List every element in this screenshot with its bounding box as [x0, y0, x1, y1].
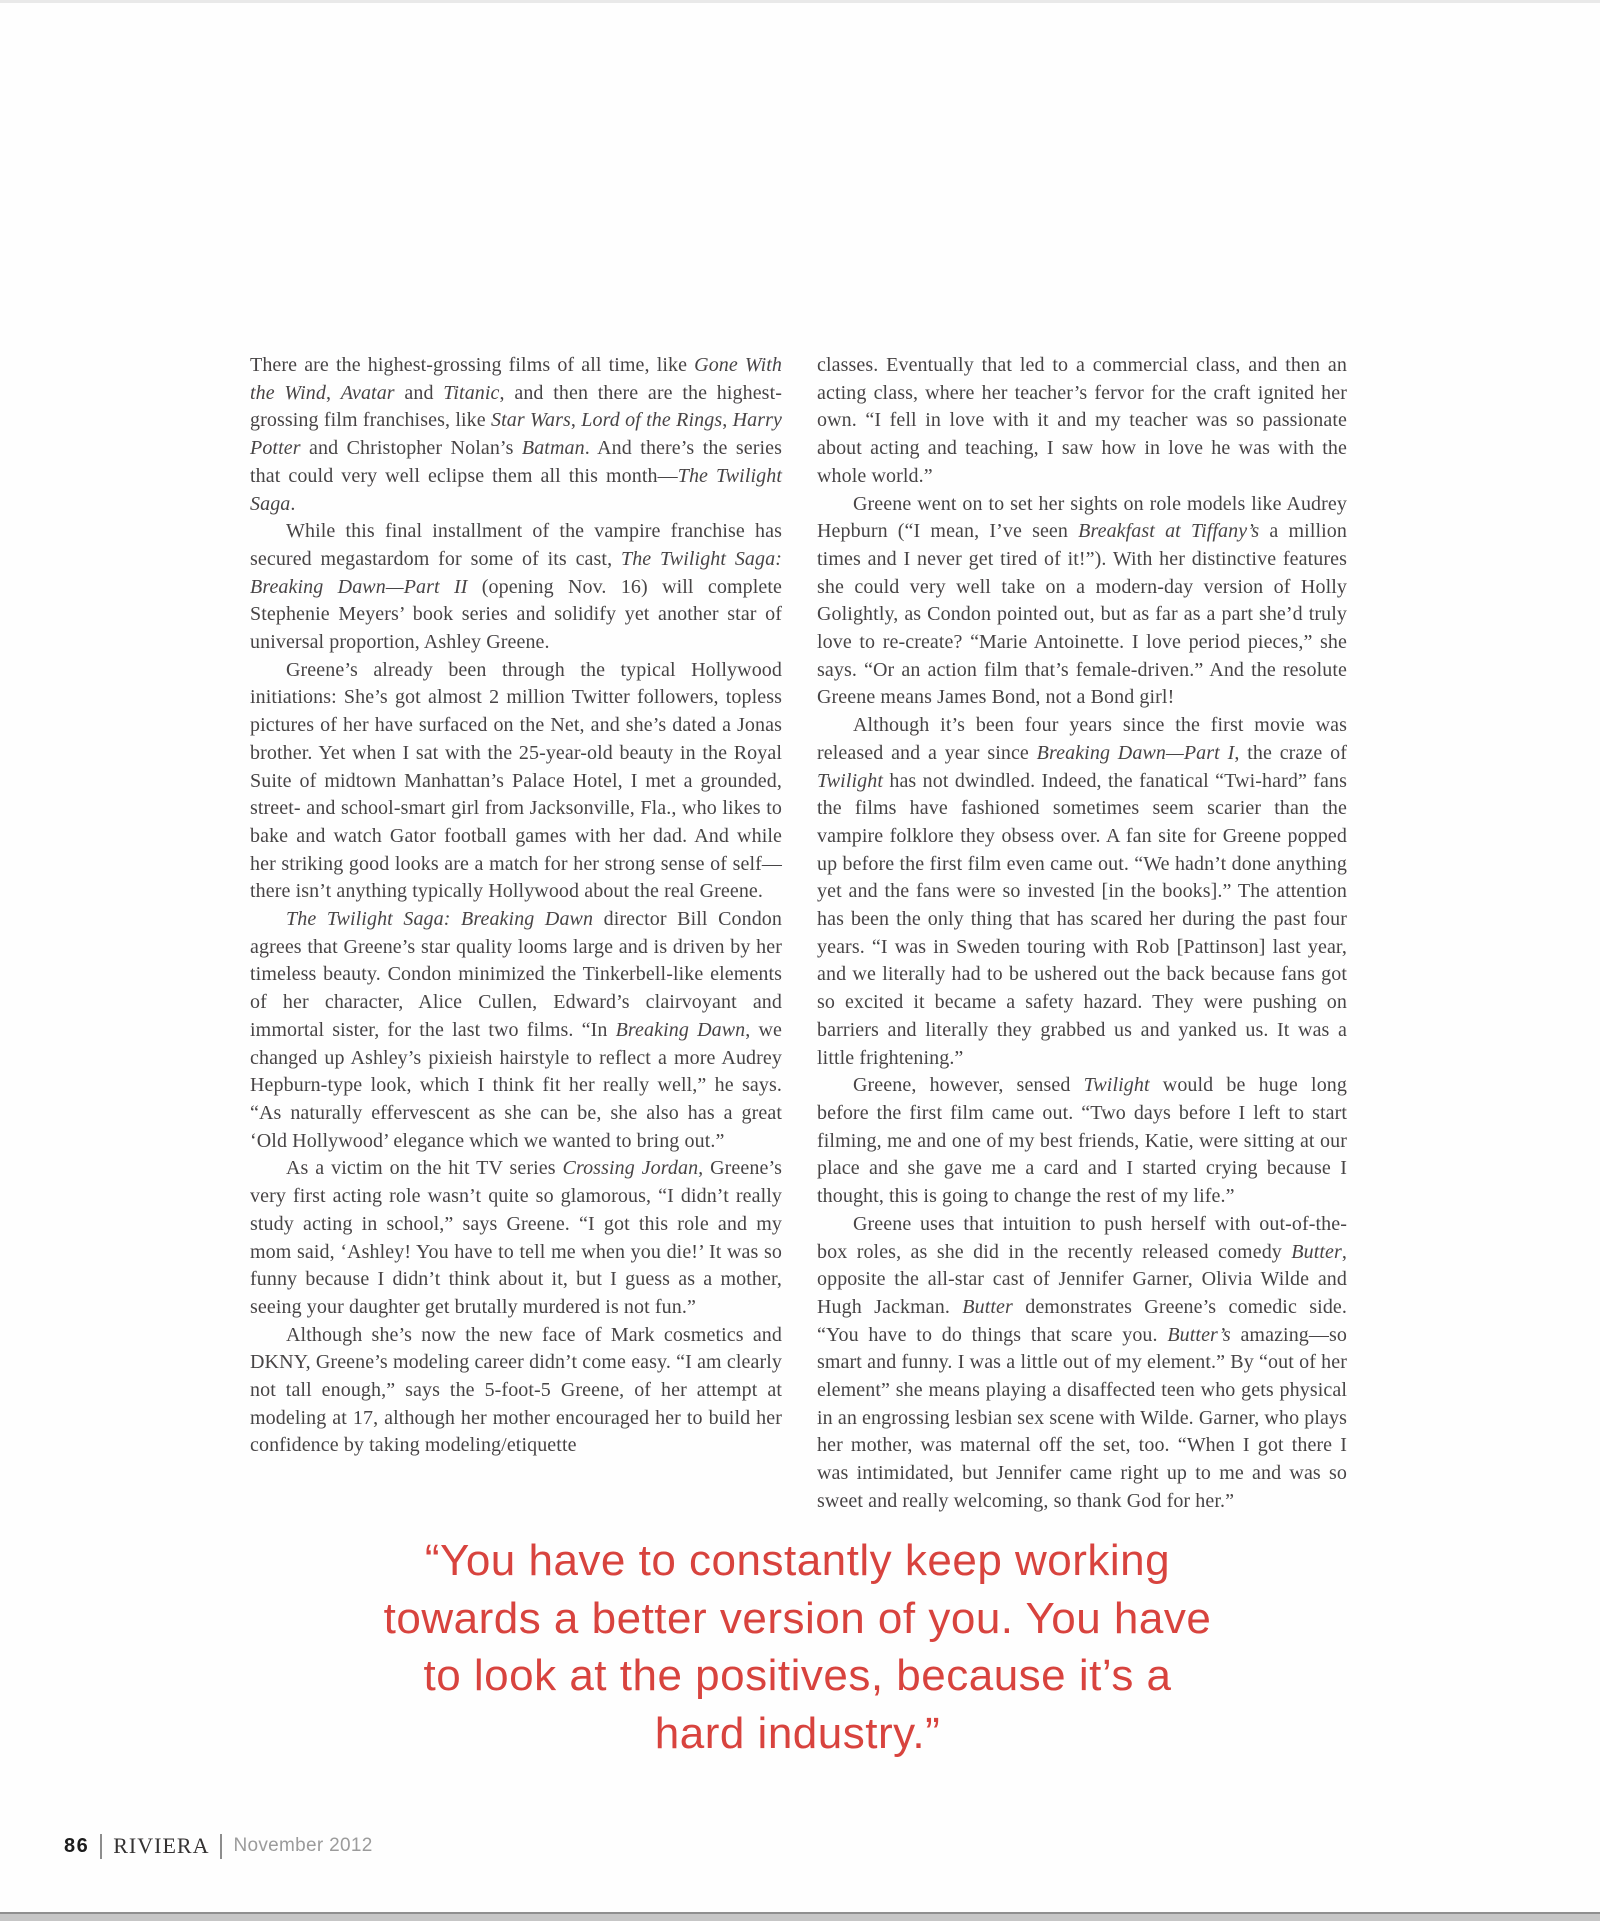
paragraph: As a victim on the hit TV series Crossing Jordan, Greene’s very first acting role wasn’t quite so glamorous, “I didn’t really study acting in school,” says Greene. “I got this role and my mom said, ‘Ashley! You have to tell me when you die!’ It was so funny because I didn’t think about it, but I guess as a mother, seeing your daughter get brutally murdered is not fun.”	[250, 1157, 783, 1318]
paragraph: Greene uses that intuition to push herself with out-of-the-box roles, as she did in the recently released comedy Butter, opposite the all-star cast of Jennifer Garner, Olivia Wilde and Hugh Jackman. Butter demonstrates Greene’s comedic side. “You have to do things that scare you. Butter’s amazing—so smart and funny. I was a little out of my element.” By “out of her element” she means playing a disaffected teen who gets physical in an engrossing lesbian sex scene with Wilde. Garner, who plays her mother, was maternal off the set, too. “When I got there I was intimidated, but Jennifer came right up to me and was so sweet and really welcoming, so thank God for her.”	[817, 1212, 1347, 1512]
paragraph: Although it’s been four years since the first movie was released and a year since Breaking Dawn—Part I, the craze of Twilight has not dwindled. Indeed, the fanatical “Twi-hard” fans the films have fashioned sometimes seem scarier than the vampire folklore they obsess over. A fan site for Greene popped up before the first film even came out. “We hadn’t done anything yet and the fans were so invested [in the books].” The attention has been the only thing that has scared her during the past four years. “I was in Sweden touring with Rob [Pattinson] last year, and we literally had to be ushered out the back because fans got so excited it became a safety hazard. They were pushing on barriers and literally they grabbed us and yanked us. It was a little frightening.”	[817, 714, 1347, 1069]
pull-quote-line: towards a better version of you. You have	[383, 1593, 1212, 1643]
article-column-left	[250, 352, 782, 1460]
paragraph: There are the highest-grossing films of all time, like Gone With the Wind, Avatar and Titanic, and then there are the highest-grossing film franchises, like Star Wars, Lord of the Rings, Harry Potter and Christopher Nolan’s Batman. And there’s the series that could very well eclipse them all this month—The Twilight Saga.	[250, 354, 783, 515]
footer-divider	[220, 1834, 222, 1859]
magazine-name: RIVIERA	[113, 1833, 210, 1858]
paragraph: classes. Eventually that led to a commercial class, and then an acting class, where her teacher’s fervor for the craft ignited her own. “I fell in love with it and my teacher was so passionate about acting and teaching, I saw how in love he was with the whole world.”	[817, 354, 1347, 487]
paragraph: Greene went on to set her sights on role models like Audrey Hepburn (“I mean, I’ve seen Breakfast at Tiffany’s a million times and I never get tired of it!”). With her distinctive features she could very well take on a modern-day version of Holly Golightly, as Condon pointed out, but as far as a part she’d truly love to re-create? “Marie Antoinette. I love period pieces,” she says. “Or an action film that’s female-driven.” And the resolute Greene means James Bond, not a Bond girl!	[817, 492, 1347, 709]
pull-quote	[250, 1532, 1345, 1762]
paragraph: The Twilight Saga: Breaking Dawn director Bill Condon agrees that Greene’s star quality looms large and is driven by her timeless beauty. Condon minimized the Tinkerbell-like elements of her character, Alice Cullen, Edward’s clairvoyant and immortal sister, for the last two films. “In Breaking Dawn, we changed up Ashley’s pixieish hairstyle to reflect a more Audrey Hepburn-type look, which I think fit her really well,” he says. “As naturally effervescent as she can be, she also has a great ‘Old Hollywood’ elegance which we wanted to bring out.”	[250, 908, 783, 1152]
page-number: 86	[64, 1834, 90, 1857]
paragraph: Although she’s now the new face of Mark cosmetics and DKNY, Greene’s modeling career didn’t come easy. “I am clearly not tall enough,” says the 5-foot-5 Greene, of her attempt at modeling at 17, although her mother encouraged her to build her confidence by taking modeling/etiquette	[250, 1323, 782, 1457]
page-bottom-edge	[0, 1912, 1600, 1921]
paragraph: Greene, however, sensed Twilight would be huge long before the first film came out. “Two days before I left to start filming, me and one of my best friends, Katie, were sitting at our place and she gave me a card and I started crying because I thought, this is going to change the rest of my life.”	[817, 1074, 1347, 1208]
page-footer	[64, 1833, 373, 1859]
article-column-right	[817, 352, 1347, 1516]
issue-date: November 2012	[233, 1835, 373, 1856]
paragraph: Greene’s already been through the typical Hollywood initiations: She’s got almost 2 million Twitter followers, topless pictures of her have surfaced on the Net, and she’s dated a Jonas brother. Yet when I sat with the 25-year-old beauty in the Royal Suite of midtown Manhattan’s Palace Hotel, I met a grounded, street- and school-smart girl from Jacksonville, Fla., who likes to bake and watch Gator football games with her dad. And while her striking good looks are a match for her strong sense of self—there isn’t anything typically Hollywood about the real Greene.	[250, 658, 782, 903]
pull-quote-line: “You have to constantly keep working	[424, 1536, 1171, 1585]
paragraph: While this final installment of the vampire franchise has secured megastardom for some of its cast, The Twilight Saga: Breaking Dawn—Part II (opening Nov. 16) will complete Stephenie Meyers’ book series and solidify yet another star of universal proportion, Ashley Greene.	[250, 520, 782, 654]
footer-divider	[100, 1834, 102, 1859]
page-top-edge	[0, 0, 1600, 3]
pull-quote-line: to look at the positives, because it’s a	[423, 1651, 1172, 1700]
pull-quote-line: hard industry.”	[654, 1708, 941, 1758]
